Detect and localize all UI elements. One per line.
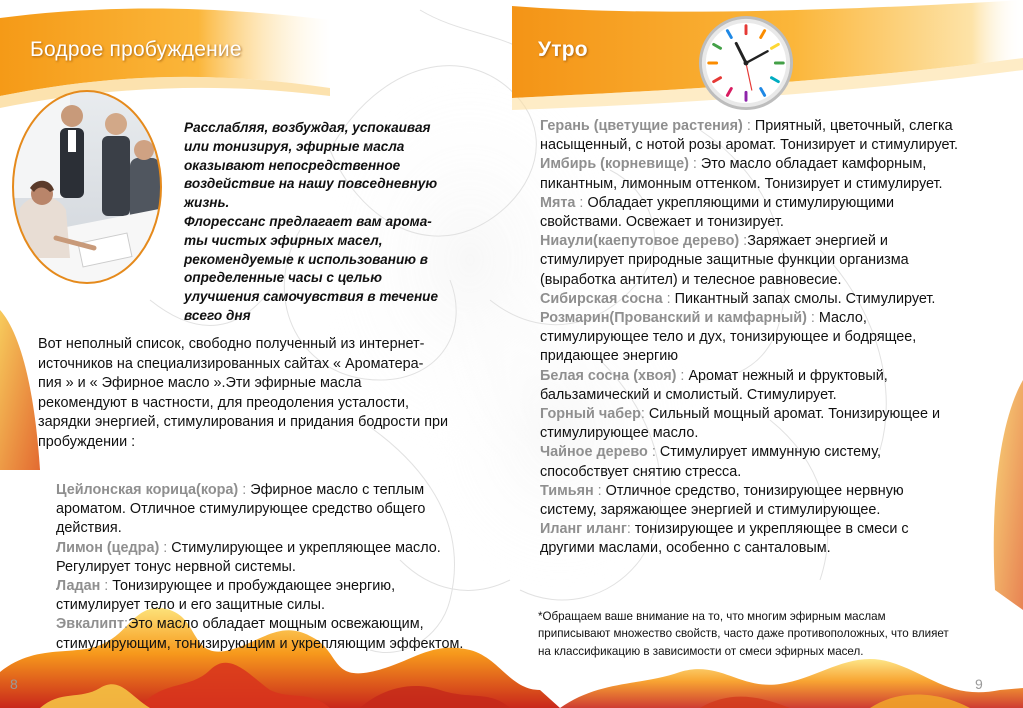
intro-line: Расслабляя, возбуждая, успокаивая — [184, 120, 431, 135]
paragraph-line: источников на специализированных сайтах « Ароматера- — [38, 355, 424, 372]
intro-line: определенные часы с целью — [184, 270, 383, 286]
oil-name: Иланг иланг — [540, 521, 627, 538]
oil-separator: : — [640, 406, 649, 423]
oil-entry — [540, 309, 958, 367]
oil-entry — [540, 290, 958, 309]
oil-separator: : — [124, 616, 129, 633]
oil-description: Приятный, цветочный, слегка насыщенный, с нотой розы аромат. Тонизирует и стимулирует. — [540, 118, 959, 154]
oil-separator: : — [742, 118, 755, 134]
oil-separator: : — [739, 233, 748, 250]
oil-name: Мята — [540, 194, 576, 211]
business-team-photo — [10, 88, 164, 286]
right-side-flame — [994, 380, 1023, 610]
oil-name: Чайное дерево — [540, 444, 648, 461]
oil-description: Сильный мощный аромат. Тонизирующее и стимулирующее масло. — [540, 406, 941, 442]
intro-line: воздействие на нашу повседневную — [184, 176, 438, 192]
clock-icon — [697, 14, 795, 112]
oil-entry — [540, 117, 958, 155]
paragraph-line: зарядки энергией, стимулирования и придания бодрости при — [38, 414, 449, 431]
oil-description: Обладает укрепляющими и стимулирующими свойствами. Освежает и тонизирует. — [540, 194, 895, 231]
oil-separator: : — [593, 482, 606, 499]
left-oil-list — [56, 481, 466, 654]
oil-name: Имбирь (корневище) — [540, 156, 689, 173]
page-title-right: Утро — [538, 38, 588, 61]
oil-separator: : — [100, 578, 113, 595]
oil-entry — [56, 539, 466, 577]
oil-name: Ниаули(каепутовое дерево) — [540, 233, 740, 250]
page-title-left: Бодрое пробуждение — [30, 38, 242, 61]
oil-separator: : — [806, 310, 819, 327]
page-number-right: 9 — [975, 676, 983, 692]
oil-entry — [540, 367, 958, 405]
oil-description: Пикантный запах смолы. Стимулирует. — [674, 290, 936, 307]
oil-separator: : — [662, 290, 675, 307]
oil-entry — [540, 232, 958, 290]
right-oil-list — [540, 117, 958, 559]
intro-line: всего дня — [184, 307, 251, 323]
oil-entry — [56, 615, 466, 653]
paragraph-line: пия » и « Эфирное масло ».Эти эфирные масла — [38, 375, 362, 392]
oil-separator: : — [626, 521, 635, 538]
oil-separator: : — [238, 482, 251, 498]
intro-line: рекомендуемые к использованию в — [184, 251, 428, 267]
oil-name: Цейлонская корица(кора) — [56, 482, 239, 498]
oil-entry — [540, 443, 958, 481]
oil-separator: : — [159, 539, 172, 556]
oil-name: Герань (цветущие растения) — [540, 118, 743, 134]
oil-description: Отличное средство, тонизирующее нервную систему, заряжающее энергией и стимулирующее. — [540, 482, 904, 519]
oil-entry — [540, 520, 958, 558]
paragraph-line: пробуждении : — [38, 433, 136, 450]
intro-line: улучшения самочувствия в течение — [184, 289, 439, 305]
oil-name: Сибирская сосна — [540, 290, 663, 307]
oil-separator: : — [647, 444, 660, 461]
oil-entry — [540, 155, 958, 193]
oil-entry — [56, 577, 466, 615]
intro-line: ты чистых эфирных масел, — [184, 232, 383, 248]
oil-name: Ладан — [56, 578, 101, 595]
oil-name: Лимон (цедра) — [56, 539, 160, 556]
paragraph-line: рекомендуют в частности, для преодоления усталости, — [38, 394, 410, 411]
oil-entry — [540, 405, 958, 443]
oil-description: Стимулирующее и укрепляющее масло. Регулирует тонус нервной системы. — [56, 539, 441, 575]
oil-entry — [540, 482, 958, 520]
oil-description: Масло, стимулирующее тело и дух, тонизирующее и бодрящее, придающее энергию — [540, 310, 917, 365]
oil-name: Тимьян — [540, 482, 594, 499]
intro-text — [184, 119, 484, 326]
oil-separator: : — [688, 156, 701, 173]
oil-description: Эфирное масло с теплым ароматом. Отличное стимулирующее средство общего действия. — [56, 482, 426, 537]
oil-description: Заряжает энергией и стимулирует природные защитные функции организма (выработка антител) и телесное равновесие. — [540, 233, 909, 288]
oil-name: Розмарин(Прованский и камфарный) — [540, 310, 807, 327]
left-side-flame — [0, 310, 40, 470]
oil-description: Аромат нежный и фруктовый, бальзамический и смолистый. Стимулирует. — [540, 367, 888, 403]
intro-line: оказывают непосредственное — [184, 157, 401, 173]
oil-separator: : — [676, 367, 689, 384]
oil-entry — [56, 481, 466, 539]
oil-description: Стимулирует иммунную систему, способствует снятию стресса. — [540, 444, 881, 480]
oil-entry — [540, 194, 958, 232]
oil-name: Эвкалипт — [56, 616, 125, 633]
intro-line: жизнь. — [184, 195, 230, 211]
oil-name: Белая сосна (хвоя) — [540, 367, 677, 384]
oil-separator: : — [575, 194, 588, 211]
footnote: *Обращаем ваше внимание на то, что многим эфирным маслам приписывают множество свойств, часто даже противоположных, что влияет на классификацию в зависимости от смеси эфирных масел. — [538, 610, 949, 658]
oil-description: Тонизирующее и пробуждающее энергию, стимулирует тело и его защитные силы. — [56, 578, 396, 614]
intro-line: или тонизируя, эфирные масла — [184, 138, 405, 154]
paragraph-line: Вот неполный список, свободно полученный из интернет- — [38, 336, 425, 352]
intro-line: Флорессанс предлагает вам арома- — [184, 213, 432, 229]
oil-name: Горный чабер — [540, 406, 641, 423]
oil-description: Это масло обладает мощным освежающим, стимулирующим, тонизирующим и укрепляющим эффектом. — [56, 616, 464, 652]
oil-description: тонизирующее и укрепляющее в смеси с другими маслами, особенно с санталовым. — [540, 521, 909, 557]
oil-description: Это масло обладает камфорным, пикантным, лимонным оттенком. Тонизирует и стимулирует. — [540, 156, 943, 192]
page-number-left: 8 — [10, 676, 18, 692]
list-intro-paragraph — [38, 335, 490, 453]
